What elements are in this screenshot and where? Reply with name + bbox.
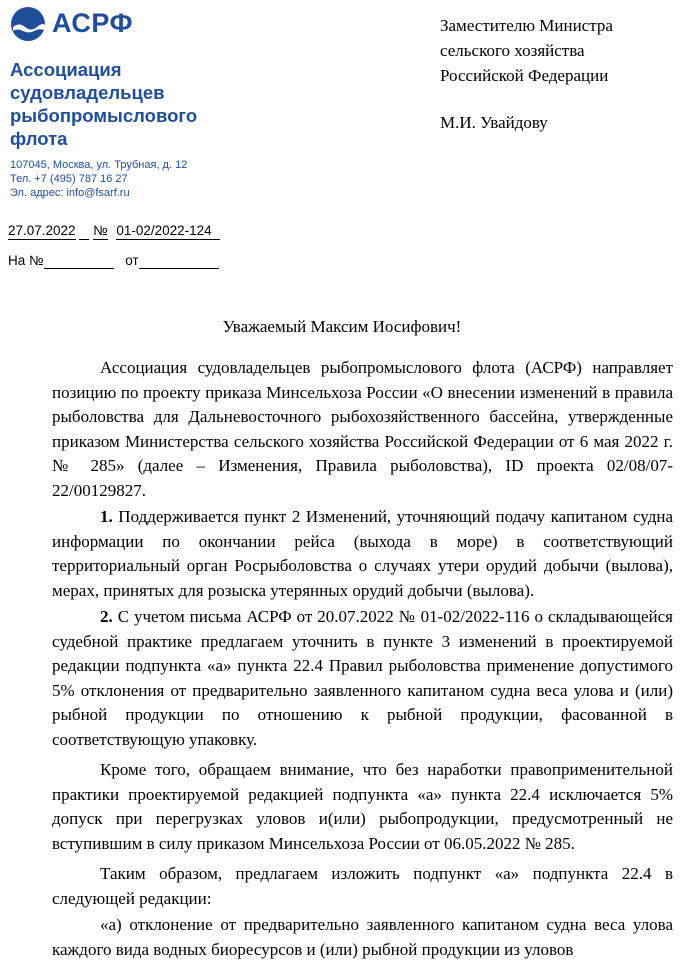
paragraph-1: Ассоциация судовладельцев рыбопромыслового флота (АСРФ) направляет позицию по проекту приказа Минсельхоза России «О внесении изменений в правила рыболовства для Дальневосточного рыбохозяйственного бассейна, утвержденные приказом Министерства сельского хозяйства Российской Федерации от 6 мая 2022 г. № 285» (далее – Изменения, Правила рыболовства), ID проекта 02/08/07-22/00129827. [52, 358, 673, 500]
paragraph-3: 2. С учетом письма АСРФ от 20.07.2022 № 01-02/2022-116 о складывающейся судебной практике предлагаем уточнить в пункте 3 изменений в проектируемой редакции подпункта «а» пункта 22.4 Правил рыболовства применение допустимого 5% отклонения от предварительно заявленного капитаном судна веса улова и (или) рыбной продукции по отношению к рыбной продукции, фасованной в соответствующую упаковку. [52, 607, 673, 749]
org-name: Ассоциация судовладельцев рыбопромыслового флота [10, 59, 198, 149]
outgoing-number [8, 223, 220, 240]
salutation: Уважаемый Максим Иосифович! [222, 317, 462, 336]
org-phone: Тел. +7 (495) 787 16 27 [10, 173, 128, 185]
outgoing-number-label: № [93, 223, 108, 238]
paragraph-5: Таким образом, предлагаем изложить подпункт «а» подпункта 22.4 в следующей редакции: [52, 864, 673, 908]
incoming-label: На № [8, 253, 44, 268]
paragraph-2: 1. Поддерживается пункт 2 Изменений, уточняющий подачу капитаном судна информации по окончании рейса (выхода в море) в соответствующий территориальный орган Росрыболовства о случаях утери орудий добычи (вылова), мерах, принятых для розыска утерянных орудий добычи (вылова). [52, 507, 673, 600]
org-email: Эл. адрес: info@fsarf.ru [10, 187, 130, 199]
paragraph-6: «а) отклонение от предварительно заявленного капитаном судна веса улова каждого вида водных биоресурсов и (или) рыбной продукции из уловов [52, 915, 673, 959]
addressee: Заместителю Министра сельского хозяйства Российской Федерации [440, 16, 613, 85]
outgoing-number-value: 01-02/2022-124 [116, 223, 219, 240]
org-address: 107045, Москва, ул. Трубная, д. 12 [10, 159, 188, 171]
letter-body [52, 356, 673, 964]
outgoing-date: 27.07.2022 [8, 223, 76, 238]
incoming-from-label: от [125, 253, 139, 268]
logo-text: АСРФ [52, 8, 134, 38]
logo-icon [10, 6, 46, 42]
org-contacts [10, 158, 187, 200]
addressee-name: М.И. Увайдову [440, 113, 548, 132]
incoming-number [8, 253, 219, 269]
paragraph-4: Кроме того, обращаем внимание, что без наработки правоприменительной практики проектируемой редакцией подпункта «а» пункта 22.4 исключается 5% допуск при перегрузках уловов и(или) рыбопродукции, предусмотренный не вступившим в силу приказом Минсельхоза России от 06.05.2022 № 285. [52, 760, 673, 853]
